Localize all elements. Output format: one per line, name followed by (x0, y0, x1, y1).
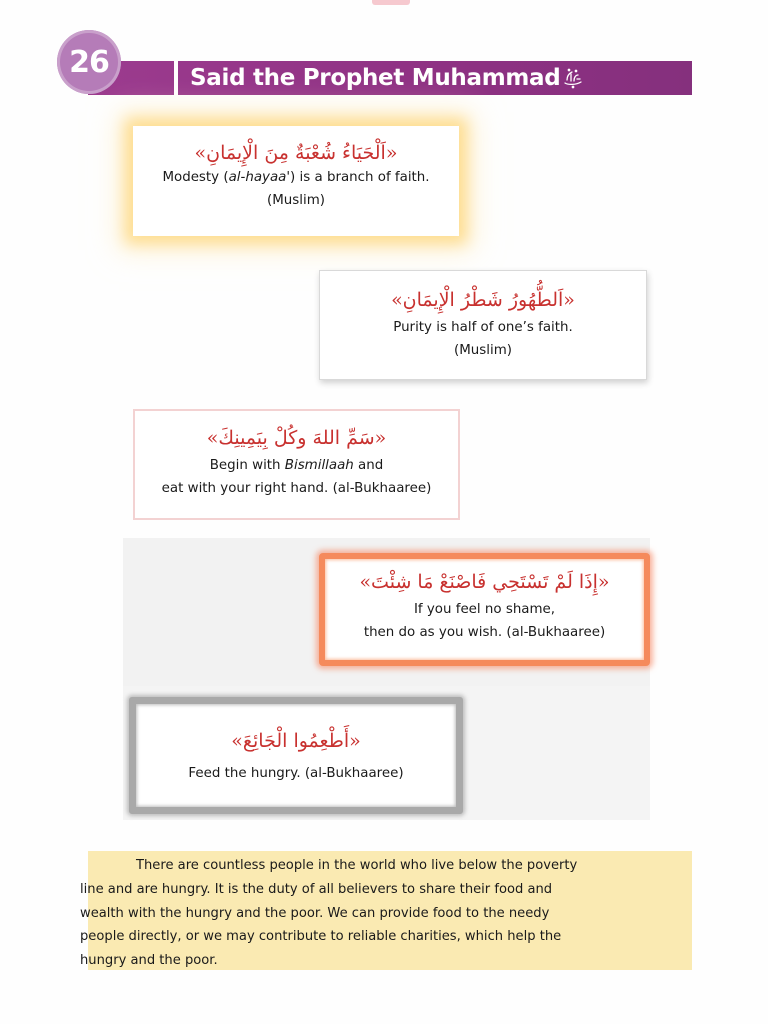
hadith-card-purity (319, 270, 647, 380)
hadith-arabic: «إِذَا لَمْ تَسْتَحِي فَاصْنَعْ مَا شِئْتَ» (359, 571, 610, 593)
top-decoration (372, 0, 410, 5)
hadith-source: (Muslim) (454, 343, 512, 358)
hadith-translation: If you feel no shame, (413, 602, 556, 617)
hadith-translation-line2: then do as you wish. (al-Bukhaaree) (363, 625, 606, 640)
hadith-arabic: «اَلْحَيَاءُ شُعْبَةٌ مِنَ الْإِيمَانِ» (194, 142, 398, 164)
info-line: hungry and the poor. (80, 953, 218, 969)
hadith-card-feed-hungry (129, 697, 463, 814)
hadith-card-modesty (133, 126, 459, 236)
info-line: people directly, or we may contribute to reliable charities, which help the (80, 929, 562, 945)
hadith-translation: Begin with Bismillaah and (209, 458, 384, 473)
page-number-badge (57, 30, 121, 94)
info-box (80, 851, 692, 970)
info-line: wealth with the hungry and the poor. We can provide food to the needy (80, 905, 550, 921)
info-line: There are countless people in the world who live below the poverty (136, 858, 578, 873)
salawat-icon (561, 66, 585, 90)
page-title: Said the Prophet Muhammad (190, 65, 561, 91)
page-number: 26 (69, 44, 109, 80)
info-paragraph (80, 854, 672, 973)
hadith-translation-line2: eat with your right hand. (al-Bukhaaree) (161, 481, 432, 496)
hadith-source: (Muslim) (267, 193, 325, 208)
hadith-translation: Modesty (al-hayaa') is a branch of faith. (162, 170, 430, 185)
hadith-translation: Feed the hungry. (al-Bukhaaree) (188, 766, 404, 781)
hadith-card-bismillah (133, 409, 460, 520)
hadith-translation: Purity is half of one’s faith. (393, 320, 573, 335)
info-line: line and are hungry. It is the duty of all believers to share their food and (80, 881, 553, 897)
hadith-arabic: «أَطْعِمُوا الْجَائِعَ» (231, 730, 361, 752)
hadith-card-shame (319, 553, 650, 666)
hadith-arabic: «اَلطُّهُورُ شَطْرُ الْإِيمَانِ» (391, 289, 575, 311)
hadith-arabic: «سَمِّ اللهَ وكُلْ بِيَمِينِكَ» (206, 427, 387, 449)
